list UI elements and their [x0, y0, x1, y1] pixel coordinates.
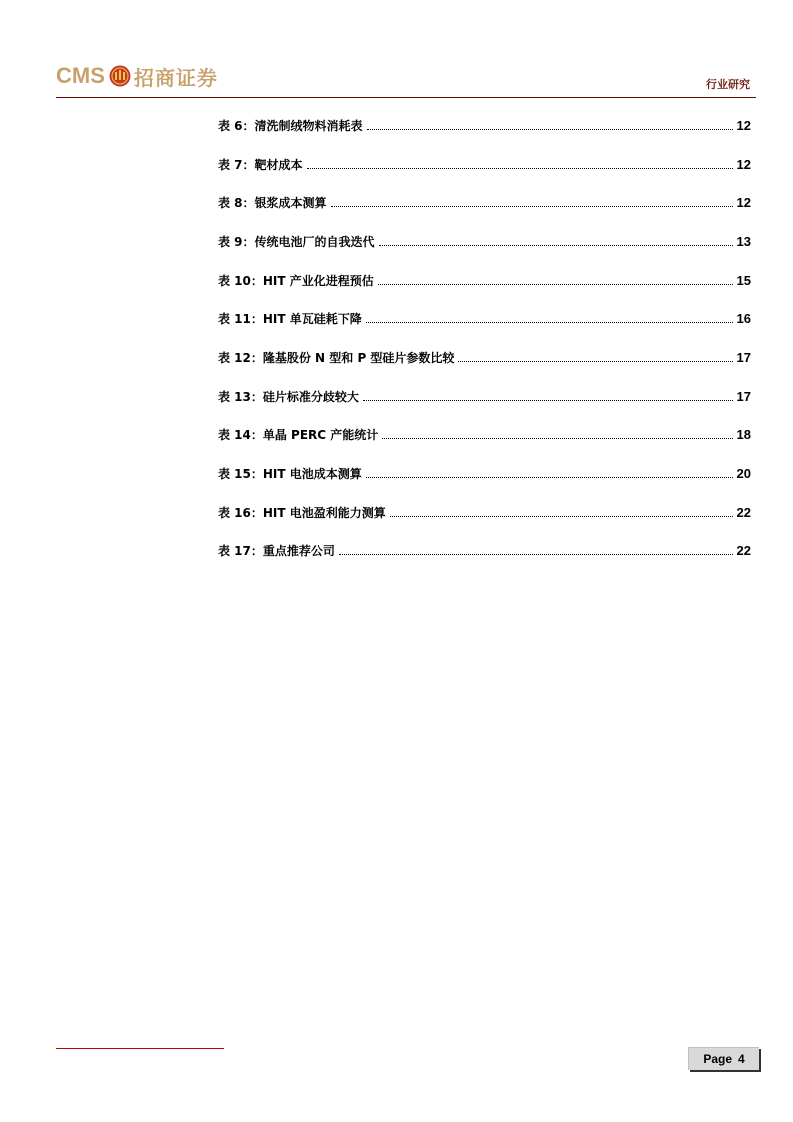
toc-entry-label: 表 6：清洗制绒物料消耗表: [218, 118, 363, 133]
toc-entry[interactable]: [218, 222, 751, 261]
logo-latin-text: CMS: [56, 63, 105, 88]
toc-entry[interactable]: [218, 416, 751, 455]
toc-entry-page: 22: [736, 543, 751, 559]
toc-entry-page: 15: [736, 272, 751, 288]
toc-entry-page: 18: [736, 427, 751, 443]
footer-divider: [56, 1048, 224, 1049]
toc-entry-label: 表 13：硅片标准分歧较大: [218, 389, 359, 404]
dot-leader: [331, 194, 733, 207]
dot-leader: [363, 388, 733, 401]
dot-leader: [307, 156, 733, 169]
dot-leader: [367, 117, 733, 130]
toc-entry-page: 22: [736, 504, 751, 520]
toc-entry-label: 表 16：HIT 电池盈利能力测算: [218, 505, 386, 520]
toc-entry[interactable]: [218, 183, 751, 222]
toc-entry-label: 表 17：重点推荐公司: [218, 544, 335, 559]
toc-entry-label: 表 11：HIT 单瓦硅耗下降: [218, 312, 362, 327]
dot-leader: [378, 272, 733, 285]
report-category: 行业研究: [706, 78, 750, 91]
toc-entry-page: 20: [736, 466, 751, 482]
dot-leader: [458, 349, 732, 362]
toc-entry-page: 12: [736, 156, 751, 172]
table-of-tables: [218, 106, 751, 570]
toc-entry-page: 16: [736, 311, 751, 327]
page-number: 4: [738, 1052, 745, 1066]
logo-emblem-icon: [109, 65, 131, 87]
dot-leader: [382, 426, 732, 439]
toc-entry-label: 表 15：HIT 电池成本测算: [218, 467, 362, 482]
toc-entry-page: 13: [736, 233, 751, 249]
page-number-box: [688, 1047, 759, 1070]
toc-entry[interactable]: [218, 493, 751, 532]
dot-leader: [390, 504, 733, 517]
toc-entry-label: 表 9：传统电池厂的自我迭代: [218, 234, 375, 249]
toc-entry-label: 表 8：银浆成本测算: [218, 196, 327, 211]
toc-entry[interactable]: [218, 261, 751, 300]
toc-entry[interactable]: [218, 299, 751, 338]
dot-leader: [339, 542, 733, 555]
toc-entry-label: 表 12：隆基股份 N 型和 P 型硅片参数比较: [218, 350, 455, 365]
toc-entry-label: 表 14：单晶 PERC 产能统计: [218, 428, 379, 443]
dot-leader: [379, 233, 733, 246]
toc-entry-page: 17: [736, 388, 751, 404]
toc-entry-page: 12: [736, 195, 751, 211]
toc-entry[interactable]: [218, 338, 751, 377]
dot-leader: [366, 310, 733, 323]
page-header: [56, 58, 756, 98]
toc-entry[interactable]: [218, 454, 751, 493]
toc-entry-label: 表 10：HIT 产业化进程预估: [218, 273, 374, 288]
logo-chinese-text: 招商证券: [133, 65, 218, 90]
toc-entry-page: 17: [736, 349, 751, 365]
toc-entry[interactable]: [218, 145, 751, 184]
dot-leader: [366, 465, 733, 478]
toc-entry[interactable]: [218, 106, 751, 145]
company-logo: [56, 62, 218, 90]
toc-entry[interactable]: [218, 377, 751, 416]
toc-entry-page: 12: [736, 117, 751, 133]
toc-entry-label: 表 7：靶材成本: [218, 157, 303, 172]
header-divider: [56, 97, 756, 98]
page-word: Page: [703, 1052, 732, 1066]
toc-entry[interactable]: [218, 532, 751, 571]
